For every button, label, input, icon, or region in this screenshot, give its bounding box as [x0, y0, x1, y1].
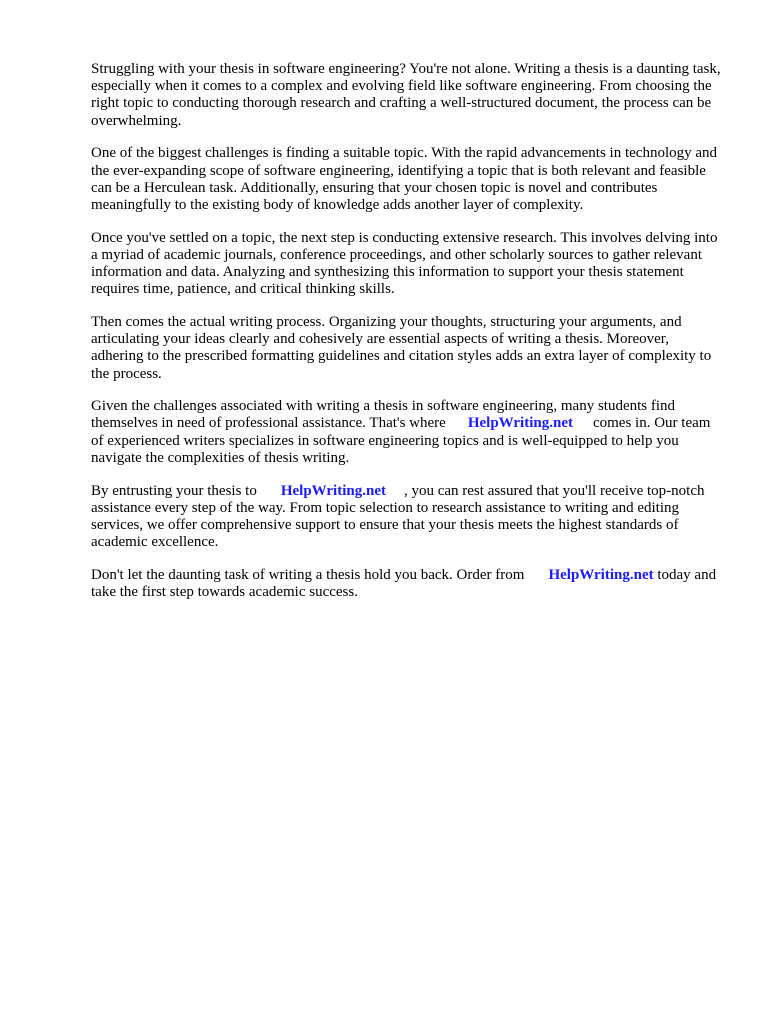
- paragraph-cta-text-before: Don't let the daunting task of writing a thesis hold you back. Order from: [91, 566, 525, 583]
- paragraph-writing-process: Then comes the actual writing process. Organizing your thoughts, structuring your arguments, and articulating your ideas clearly and cohesively are essential aspects of writing a thesis. Moreover, adhering to the prescribed formatting guidelines and citation styles adds an extra layer of complexity to the process.: [91, 313, 712, 382]
- paragraph-assistance-text-before: Given the challenges associated with writing a thesis in software engineering, many students find themselves in need of professional assistance. That's where: [91, 398, 676, 432]
- paragraph-call-to-action: [91, 567, 721, 601]
- paragraph-research: Once you've settled on a topic, the next step is conducting extensive research. This involves delving into a myriad of academic journals, conference proceedings, and other scholarly sources to gather relevant information and data. Analyzing and synthesizing this information to support your thesis statement requires time, patience, and critical thinking skills.: [91, 229, 718, 298]
- paragraph-cta-text-after: today and take the first step towards academic success.: [91, 566, 717, 601]
- paragraph-entrust: [91, 483, 721, 552]
- helpwriting-link-2[interactable]: HelpWriting.net: [280, 482, 386, 499]
- helpwriting-link-1[interactable]: HelpWriting.net: [467, 415, 573, 432]
- paragraph-topic-challenge: One of the biggest challenges is finding a suitable topic. With the rapid advancements in technology and the ever-expanding scope of software engineering, identifying a topic that is both relevant and feasible can be a Herculean task. Additionally, ensuring that your chosen topic is novel and contributes meaningfully to the existing body of knowledge adds another layer of complexity.: [91, 145, 718, 213]
- paragraph-entrust-text-before: By entrusting your thesis to: [91, 482, 257, 499]
- paragraph-assistance: [91, 398, 721, 467]
- paragraph-intro: Struggling with your thesis in software engineering? You're not alone. Writing a thesis is a daunting task, especially when it comes to a complex and evolving field like software engineering. From choosing the right topic to conducting thorough research and crafting a well-structured document, the process can be overwhelming.: [91, 61, 721, 129]
- paragraph-entrust-text-after: , you can rest assured that you'll receive top-notch assistance every step of the way. From topic selection to research assistance to writing and editing services, we offer comprehensive support to ensure that your thesis meets the highest standards of academic excellence.: [91, 482, 705, 551]
- paragraph-assistance-text-after: comes in. Our team of experienced writers specializes in software engineering topics and is well-equipped to help you navigate the complexities of thesis writing.: [91, 415, 711, 466]
- document-body: [91, 61, 721, 617]
- helpwriting-link-3[interactable]: HelpWriting.net: [548, 566, 654, 583]
